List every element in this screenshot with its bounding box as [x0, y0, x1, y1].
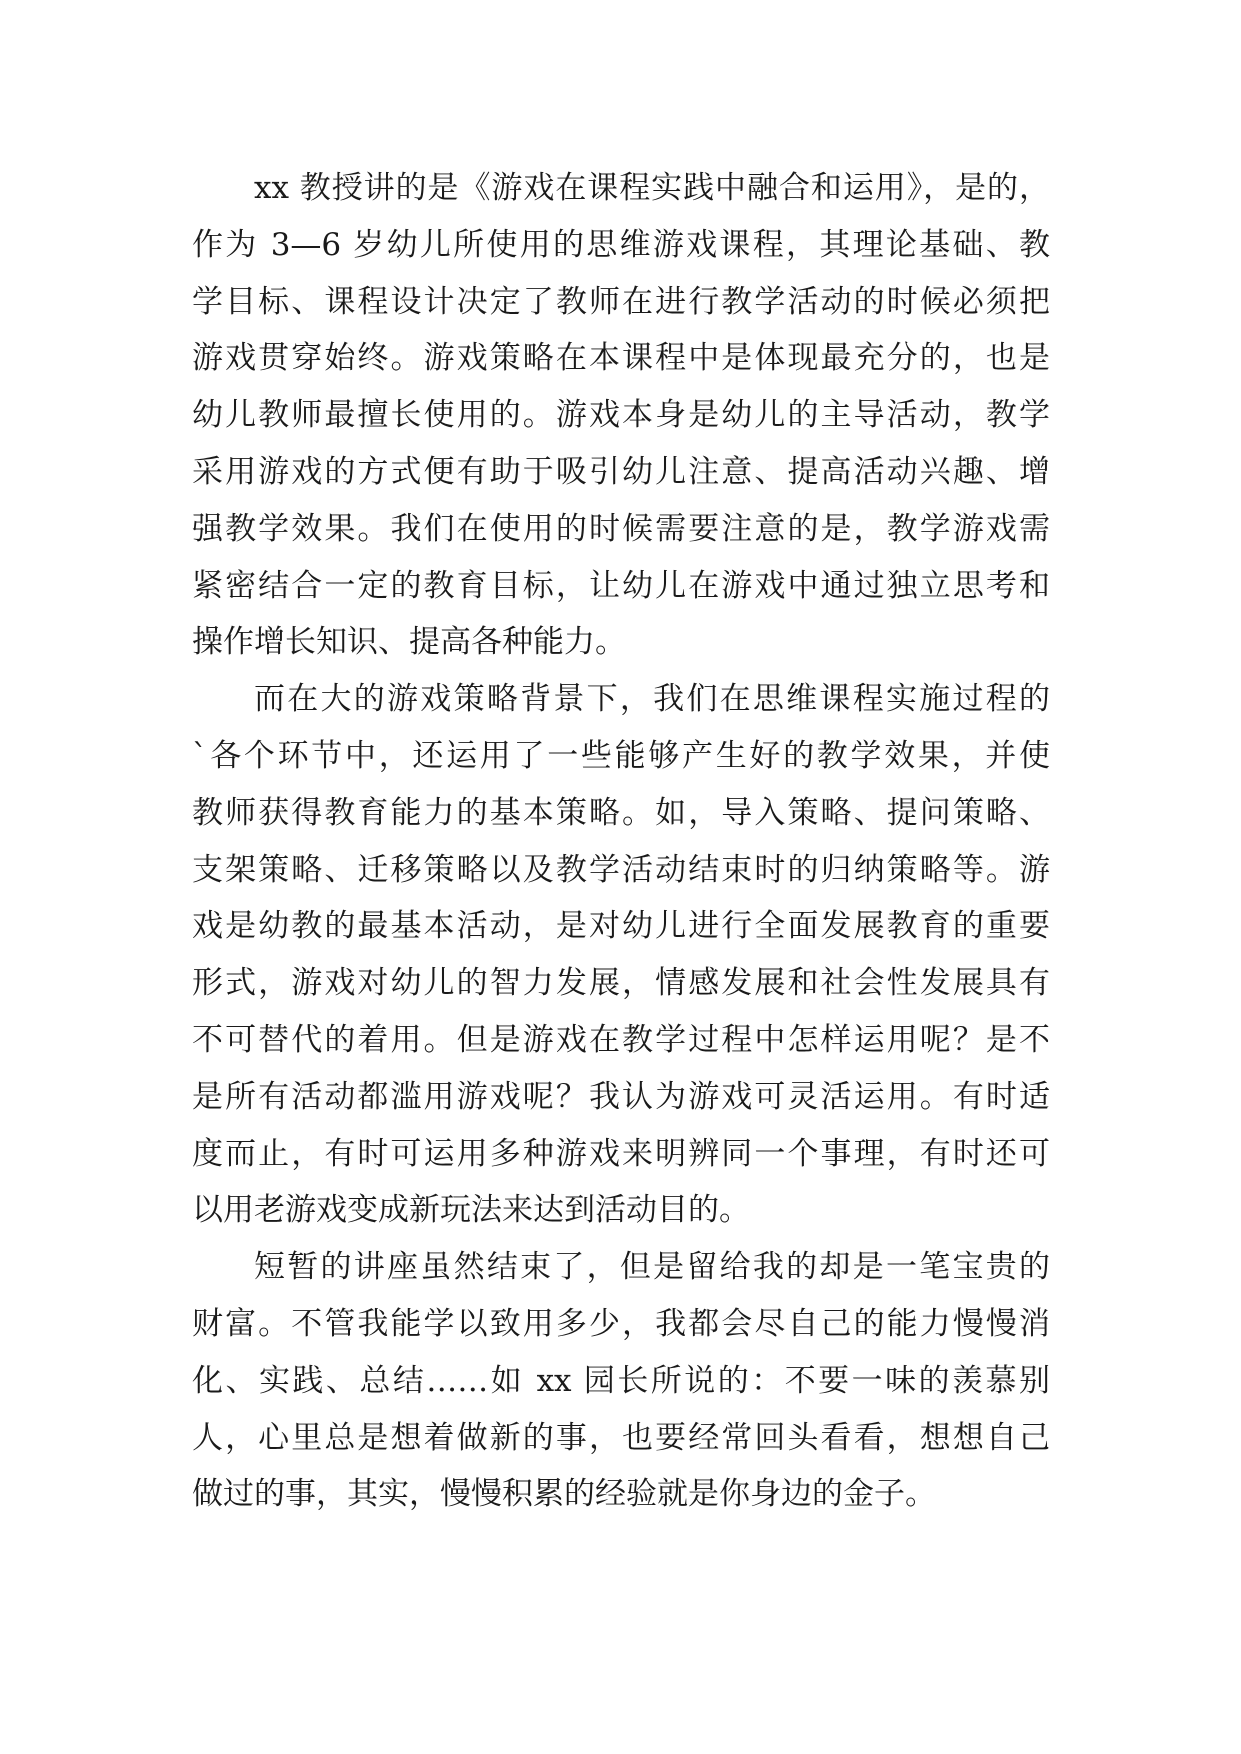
paragraph-2 — [192, 671, 1050, 1239]
text-line: 游戏贯穿始终。游戏策略在本课程中是体现最充分的，也是 — [192, 340, 1050, 377]
text-line: 采用游戏的方式便有助于吸引幼儿注意、提高活动兴趣、增 — [192, 453, 1050, 490]
document-body — [192, 160, 1050, 1523]
text-line: 作为 3—6 岁幼儿所使用的思维游戏课程，其理论基础、教 — [192, 226, 1050, 263]
text-line: 强教学效果。我们在使用的时候需要注意的是，教学游戏需 — [192, 510, 1050, 547]
paragraph-1 — [192, 160, 1050, 671]
text-line: 戏是幼教的最基本活动，是对幼儿进行全面发展教育的重要 — [192, 908, 1050, 945]
text-line: 人，心里总是想着做新的事，也要经常回头看看，想想自己 — [192, 1419, 1050, 1456]
text-line: 财富。不管我能学以致用多少，我都会尽自己的能力慢慢消 — [192, 1305, 1050, 1342]
text-line: 不可替代的着用。但是游戏在教学过程中怎样运用呢？是不 — [192, 1021, 1050, 1058]
text-line: 做过的事，其实，慢慢积累的经验就是你身边的金子。 — [192, 1476, 936, 1513]
paragraph-3 — [192, 1239, 1050, 1523]
text-line: 形式，游戏对幼儿的智力发展，情感发展和社会性发展具有 — [192, 965, 1050, 1002]
text-line: 而在大的游戏策略背景下，我们在思维课程实施过程的 — [254, 681, 1050, 718]
text-line: 以用老游戏变成新玩法来达到活动目的。 — [192, 1192, 750, 1229]
text-line: 幼儿教师最擅长使用的。游戏本身是幼儿的主导活动，教学 — [192, 397, 1050, 434]
text-line: 化、实践、总结……如 xx 园长所说的：不要一味的羡慕别 — [192, 1362, 1050, 1399]
text-line: 是所有活动都滥用游戏呢？我认为游戏可灵活运用。有时适 — [192, 1078, 1050, 1115]
text-line: `各个环节中，还运用了一些能够产生好的教学效果，并使 — [192, 737, 1050, 774]
text-line: 短暂的讲座虽然结束了，但是留给我的却是一笔宝贵的 — [254, 1249, 1050, 1286]
text-line: 学目标、课程设计决定了教师在进行教学活动的时候必须把 — [192, 283, 1050, 320]
text-line: xx 教授讲的是《游戏在课程实践中融合和运用》，是的， — [254, 170, 1050, 206]
text-line: 操作增长知识、提高各种能力。 — [192, 624, 626, 661]
text-line: 支架策略、迁移策略以及教学活动结束时的归纳策略等。游 — [192, 851, 1050, 888]
text-line: 紧密结合一定的教育目标，让幼儿在游戏中通过独立思考和 — [192, 567, 1050, 604]
text-line: 教师获得教育能力的基本策略。如，导入策略、提问策略、 — [192, 794, 1050, 831]
text-line: 度而止，有时可运用多种游戏来明辨同一个事理，有时还可 — [192, 1135, 1050, 1172]
